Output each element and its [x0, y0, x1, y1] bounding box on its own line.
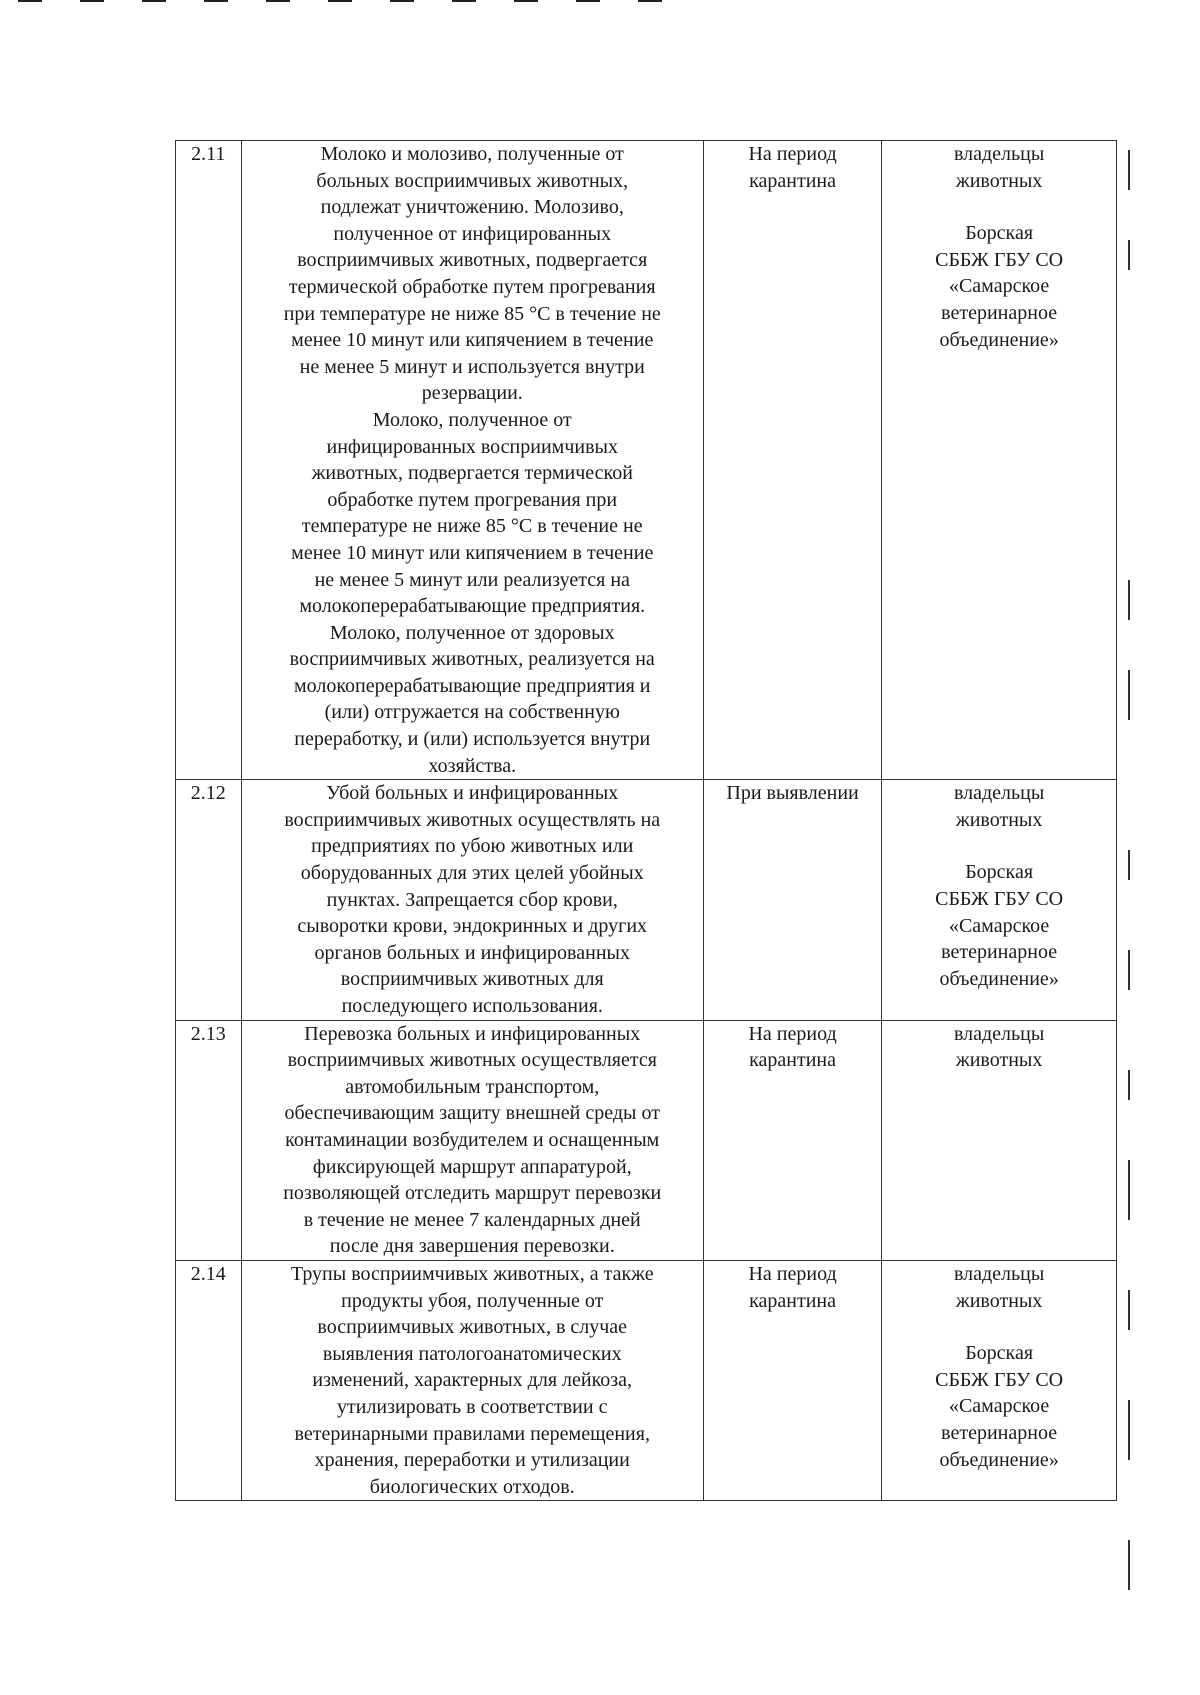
responsible-cell	[882, 1020, 1117, 1260]
responsible-owners: владельцы животных	[953, 1022, 1045, 1072]
table-row	[176, 780, 1117, 1020]
row-number: 2.14	[176, 1260, 242, 1500]
measure-text: Трупы восприимчивых животных, а также продукты убоя, полученные от восприимчивых животных, в случае выявления патологоанатомических изменений, характерных для лейкоза, утилизировать в соответствии с ветеринарными правилами перемещения, хранения, переработки и утилизации биологических отходов.	[290, 1262, 654, 1498]
row-number: 2.11	[176, 141, 242, 780]
measure-text: Молоко и молозиво, полученные от больных восприимчивых животных, подлежат уничтожению. Молозиво, полученное от инфицированных восприимчивых животных, подвергается термической обработке путем прогревания при температуре не ниже 85 °С в течение не менее 10 минут или кипячением в течение не менее 5 минут и используется внутри резервации. Молоко, полученное от инфицированных восприимчивых животных, подвергается термической обработке путем прогревания при температуре не ниже 85 °С в течение не менее 10 минут или кипячением в течение не менее 5 минут или реализуется на молокоперерабатывающие предприятия. Молоко, полученное от здоровых восприимчивых животных, реализуется на молокоперерабатывающие предприятия и (или) отгружается на собственную переработку, и (или) используется внутри хозяйства.	[283, 143, 661, 777]
term-text: На период карантина	[748, 1262, 837, 1312]
row-number: 2.12	[176, 780, 242, 1020]
scan-edge-marks	[18, 0, 678, 4]
table-row	[176, 141, 1117, 780]
table-row	[176, 1260, 1117, 1500]
responsible-organization: Борская СББЖ ГБУ СО «Самарское ветеринарное объединение»	[935, 1342, 1064, 1471]
responsible-cell	[882, 1260, 1117, 1500]
measures-table	[175, 140, 1117, 1501]
responsible-owners: владельцы животных	[953, 782, 1045, 831]
responsible-organization: Борская СББЖ ГБУ СО «Самарское ветеринарное объединение»	[935, 222, 1064, 351]
responsible-owners: владельцы животных	[953, 143, 1045, 192]
term-text: При выявлении	[726, 782, 859, 805]
responsible-organization: Борская СББЖ ГБУ СО «Самарское ветеринарное объединение»	[935, 861, 1064, 990]
term-text: На период карантина	[748, 1022, 837, 1072]
responsible-cell	[882, 780, 1117, 1020]
measure-text: Убой больных и инфицированных восприимчивых животных осуществлять на предприятиях по убою животных или оборудованных для этих целей убойных пунктах. Запрещается сбор крови, сыворотки крови, эндокринных и других органов больных и инфицированных восприимчивых животных для последующего использования.	[284, 782, 661, 1017]
row-number: 2.13	[176, 1020, 242, 1260]
term-text: На период карантина	[748, 143, 837, 192]
measure-text: Перевозка больных и инфицированных восприимчивых животных осуществляется автомобильным транспортом, обеспечивающим защиту внешней среды от контаминации возбудителем и оснащенным фиксирующей маршрут аппаратурой, позволяющей отследить маршрут перевозки в течение не менее 7 календарных дней после дня завершения перевозки.	[283, 1022, 662, 1258]
scan-right-border	[1128, 150, 1130, 1620]
responsible-cell	[882, 141, 1117, 780]
responsible-owners: владельцы животных	[953, 1262, 1045, 1312]
table-row	[176, 1020, 1117, 1260]
